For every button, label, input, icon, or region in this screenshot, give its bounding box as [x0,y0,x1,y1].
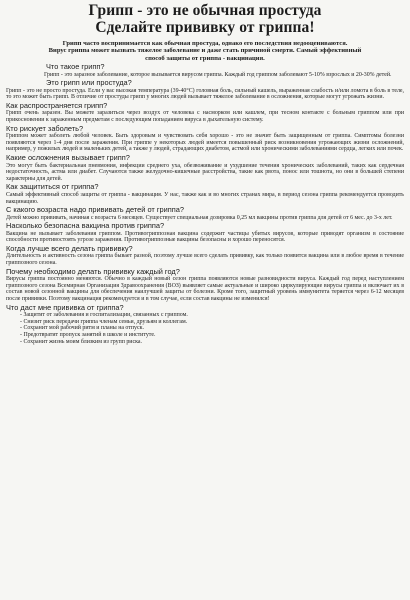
list-item: - Сохранит жизнь моим близким из групп риска. [20,339,404,346]
section-text: Грипп - это заразное заболевание, которое вызывается вирусом гриппа. Каждый год гриппом заболевают 5-10% взрослых и 20-30% детей. [44,71,392,78]
intro-line-2: Вирус гриппа может вызвать тяжелое заболевание и даже стать причиной смерти. Самый эффективный способ защиты от гриппа - вакцинация. [48,47,362,62]
section-benefits [6,304,404,346]
section-every-year [6,268,404,303]
section-text: Длительность и активность сезона гриппа бывает разной, поэтому лучше всего сделать прививку, как только появится вакцина или в любое время в течение гриппозного сезона. [6,253,404,267]
section-text: Это могут быть бактериальная пневмония, инфекции среднего уха, обезвоживание и ухудшение течения хронических заболеваний, таких как сердечная недостаточность, астма или диабет. Случаются также желудочно-кишечные расстройства, такие как рвота, понос или тошнота, но они в большей степени характерны для детей. [6,162,404,182]
section-heading: Насколько безопасна вакцина против гриппа? [6,221,165,231]
section-children-age [6,206,404,221]
title-line-1: Грипп - это не обычная простуда [88,2,322,19]
section-complications [6,154,404,182]
benefits-list [6,312,404,345]
section-text: Детей можно прививать, начиная с возраста 6 месяцев. Существует специальная дозировка 0,25 мл вакцины против гриппа для детей от 6 мес. до 3-х лет. [6,214,393,221]
list-item: - Предотвратит пропуск занятий в школе и институте. [20,332,404,339]
list-item: - Снизит риск передачи гриппа членам семьи, друзьям и коллегам. [20,319,404,326]
section-heading: Как распространяется грипп? [6,101,108,110]
section-risk [6,125,404,153]
section-heading: С какого возраста надо прививать детей от гриппа? [6,205,185,215]
section-text: Самый эффективный способ защиты от гриппа - вакцинация. У нас, также как и во многих странах мира, в период сезона гриппа рекомендуется проводить вакцинацию. [6,191,404,205]
section-heading: Это грипп или простуда? [46,78,132,88]
section-heading: Когда лучше всего делать прививку? [6,243,133,253]
section-heading: Кто рискует заболеть? [6,123,84,133]
section-flu-or-cold [6,79,404,101]
page-title [6,3,404,36]
section-text: Грипп очень заразен. Вы можете заразиться через воздух от человека с насморком или кашлем, при тесном контакте с больным гриппом или при прикосновении к зараженным предметам с последующим попаданием вируса в дыхательную систему. [6,110,404,124]
list-item: - Сохранит мой рабочий ритм и планы на отпуск. [20,325,404,332]
section-heading: Какие осложнения вызывает грипп? [6,153,130,163]
intro-block [40,40,370,62]
section-heading: Что такое грипп? [46,62,105,72]
section-text: Вирусы гриппа постоянно меняются. Обычно в каждый новый сезон гриппа появляются новые разновидности вируса. Каждый год перед наступлением гриппозного сезона Всемирная Организация Здравоохранения (ВОЗ) выявляет самые актуальные и широко циркулирующие вирусы гриппа и включает их в состав новой сезонной вакцины для обеспечения наилучшей защиты от болезни. Кроме того, защитный уровень иммунитета теряется через 6-12 месяцев после прививки. Поэтому вакцинация рекомендуется и в том случае, если состав вакцины не изменился! [6,276,404,303]
list-item: - Защитит от заболевания и госпитализации, связанных с гриппом. [20,312,404,319]
section-text: Гриппом может заболеть любой человек. Быть здоровым и чувствовать себя хорошо - это не значит быть защищенным от гриппа. Симптомы болезни появляются через 1-4 дня после заражения. При гриппе у некоторых людей имеется повышенный риск возникновения угрожающих жизни осложнений, например, у пожилых людей и маленьких детей, а также у людей, страдающих диабетом, астмой или хроническими заболеваниями сердца, легких или почек. [6,133,404,153]
section-protection [6,183,404,205]
section-heading: Что даст мне прививка от гриппа? [6,302,124,312]
section-spread [6,102,404,124]
intro-line-1: Грипп часто воспринимается как обычная простуда, однако его последствия недооцениваются. [62,40,348,47]
section-timing [6,245,404,267]
section-text: Грипп - это не просто простуда. Если у вас высокая температура (39-40°С) головная боль, сильный кашель, выраженная слабость и/или ломота в боль в теле, то это может быть грипп. В отличие от простуды грипп у многих людей вызывает тяжелое заболевание в осложнения, которые могут угрожать жизни. [6,87,404,101]
section-what-is-flu [6,63,404,78]
section-heading: Как защититься от гриппа? [6,182,99,192]
section-safety [6,222,404,244]
title-line-2: Сделайте прививку от гриппа! [95,18,315,36]
section-text: Вакцина не вызывает заболевания гриппом. Противогриппозная вакцина содержит частицы убитых вирусов, которые приводят организм в состояние способности противостоять угрозе заражения. Противогриппозные вакцины безопасны и хорошо переносятся. [6,230,404,244]
section-heading: Почему необходимо делать прививку каждый год? [6,266,180,276]
